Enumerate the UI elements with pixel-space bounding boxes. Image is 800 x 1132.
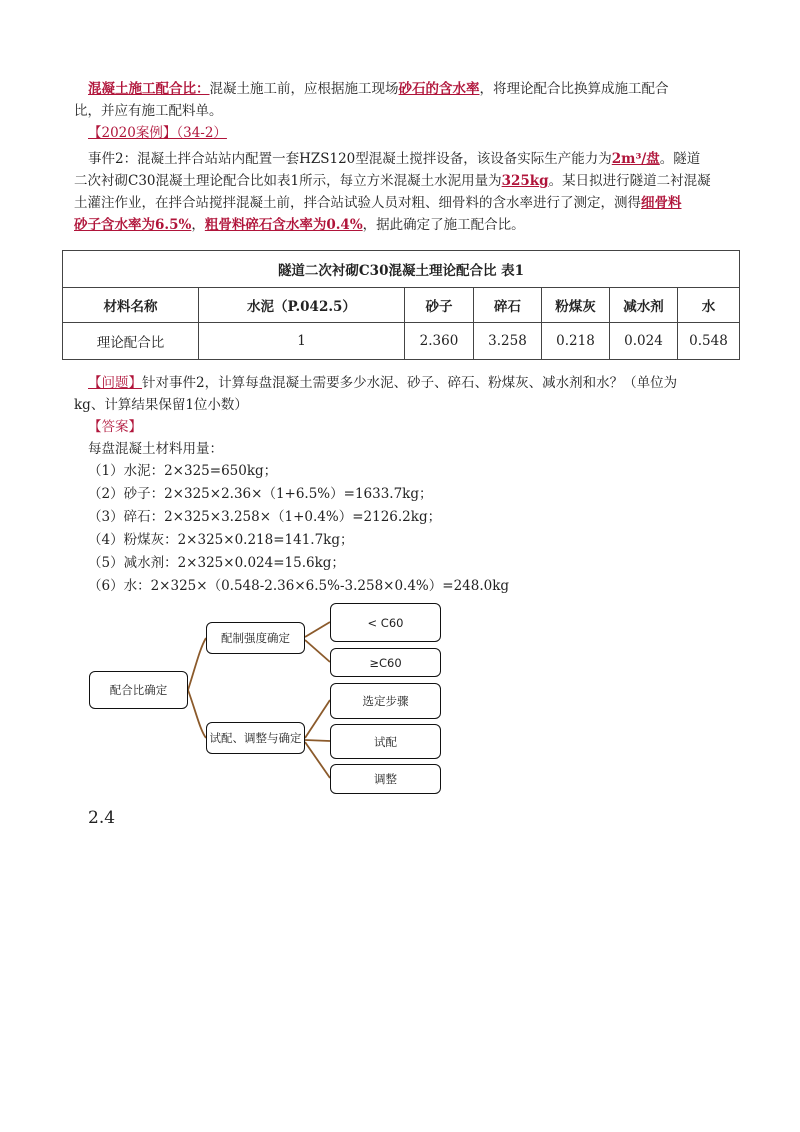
question: 【问题】针对事件2，计算每盘混凝土需要多少水泥、砂子、碎石、粉煤灰、减水剂和水？（单位为 kg、计算结果保留1位小数） <box>74 375 678 413</box>
diagram-root-node: 配合比确定 <box>89 671 188 709</box>
highlight-fine-aggregate: 细骨料 <box>641 195 682 211</box>
table-cell: 0.024 <box>610 323 678 360</box>
connector-branch2-leaf3 <box>305 700 330 738</box>
connector-root-branch2 <box>188 690 206 738</box>
case-tag: 【2020案例】（34-2） <box>88 125 227 141</box>
section-number: 2.4 <box>88 808 116 828</box>
highlight-moisture: 砂石的含水率 <box>398 81 480 97</box>
answer-line: （2）砂子：2×325×2.36×（1+6.5%）=1633.7kg； <box>88 486 433 502</box>
highlight-cement: 325kg <box>501 173 549 189</box>
connector-root-branch1 <box>188 638 206 690</box>
question-tag: 【问题】 <box>88 375 142 391</box>
diagram-leaf-ge-c60: ≥C60 <box>330 648 441 677</box>
highlight-capacity: 2m³/盘 <box>611 151 660 167</box>
answer-intro: 每盘混凝土材料用量： <box>88 441 223 457</box>
answer-line: （3）碎石：2×325×3.258×（1+0.4%）=2126.2kg； <box>88 509 442 525</box>
table-header: 粉煤灰 <box>542 288 610 323</box>
table-cell: 1 <box>199 323 405 360</box>
answer-line: （4）粉煤灰：2×325×0.218=141.7kg； <box>88 532 354 548</box>
table-cell: 0.218 <box>542 323 610 360</box>
diagram-leaf-steps: 选定步骤 <box>330 683 441 719</box>
table-caption: 隧道二次衬砌C30混凝土理论配合比 表1 <box>63 251 740 288</box>
answer-line: （1）水泥：2×325=650kg； <box>88 463 278 479</box>
connector-branch2-leaf5 <box>305 742 330 778</box>
diagram-leaf-adjust: 调整 <box>330 764 441 794</box>
answer-line: （6）水：2×325×（0.548-2.36×6.5%-3.258×0.4%）=248.0kg <box>88 578 510 594</box>
connector-branch2-leaf4 <box>305 740 330 741</box>
table-cell: 0.548 <box>678 323 740 360</box>
table-cell: 2.360 <box>405 323 474 360</box>
diagram-leaf-trial: 试配 <box>330 724 441 759</box>
answer-tag: 【答案】 <box>88 419 142 435</box>
diagram-node-strength: 配制强度确定 <box>206 622 305 654</box>
table-cell: 理论配合比 <box>63 323 199 360</box>
diagram-node-trial-adjust: 试配、调整与确定 <box>206 722 305 754</box>
paragraph-event-2: 事件2：混凝土拌合站站内配置一套HZS120型混凝土搅拌设备，该设备实际生产能力为2m³/盘。隧道 二次衬砌C30混凝土理论配合比如表1所示，每立方米混凝土水泥用量为325kg。某日拟进行隧道二衬混凝 土灌注作业，在拌合站搅拌混凝土前，拌合站试验人员对粗、细骨料的含水率进行了测定，测得细骨料 砂子含水率为6.5%，粗骨料碎石含水率为0.4%，据此确定了施工配合比。 <box>74 151 711 233</box>
connector-branch1-leaf2 <box>305 640 330 662</box>
highlight-sand-moisture: 砂子含水率为6.5% <box>74 217 192 233</box>
term-construction-mix-ratio: 混凝土施工配合比： <box>88 81 210 97</box>
table-header: 砂子 <box>405 288 474 323</box>
table-header: 材料名称 <box>63 288 199 323</box>
table-cell: 3.258 <box>474 323 542 360</box>
table-header: 碎石 <box>474 288 542 323</box>
table-header: 减水剂 <box>610 288 678 323</box>
paragraph-mix-ratio: 混凝土施工配合比：混凝土施工前，应根据施工现场砂石的含水率，将理论配合比换算成施工配合 比，并应有施工配料单。 <box>74 81 669 119</box>
highlight-gravel-moisture: 粗骨料碎石含水率为0.4% <box>204 217 363 233</box>
answer-line: （5）减水剂：2×325×0.024=15.6kg； <box>88 555 345 571</box>
diagram-leaf-lt-c60: < C60 <box>330 603 441 642</box>
table-header: 水泥（P.042.5） <box>199 288 405 323</box>
table-header: 水 <box>678 288 740 323</box>
connector-branch1-leaf1 <box>305 622 330 637</box>
